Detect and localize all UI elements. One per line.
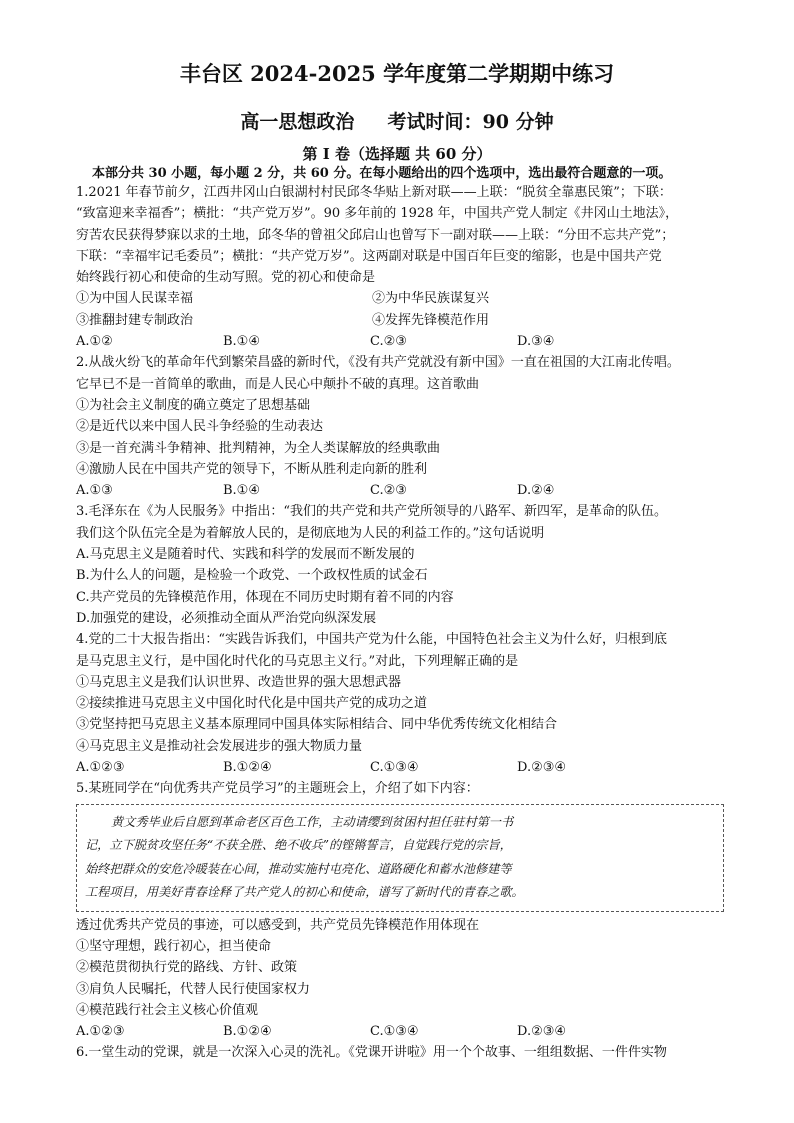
option-c[interactable]: C.共产党员的先锋模范作用，体现在不同历史时期有着不同的内容 xyxy=(76,589,454,605)
quote-line: 记，立下脱贫攻坚任务“不获全胜、绝不收兵”的铿锵誓言，自觉践行党的宗旨， xyxy=(85,838,512,853)
option-b[interactable]: B.①②④ xyxy=(223,760,272,776)
question-5 xyxy=(76,778,724,1042)
statement: ③党坚持把马克思主义基本原理同中国具体实际相结合、同中华优秀传统文化相结合 xyxy=(76,717,558,733)
option-d[interactable]: D.②③④ xyxy=(517,1024,567,1040)
question-6 xyxy=(76,1042,724,1063)
option-d[interactable]: D.②③④ xyxy=(517,760,567,776)
statement: ②为中华民族谋复兴 xyxy=(372,291,490,307)
option-d[interactable]: D.③④ xyxy=(517,334,555,350)
option-a[interactable]: A.①② xyxy=(76,334,113,350)
option-d[interactable]: D.②④ xyxy=(517,483,555,499)
option-d[interactable]: D.加强党的建设，必须推动全面从严治党向纵深发展 xyxy=(76,610,377,626)
statement: ①马克思主义是我们认识世界、改造世界的强大思想武器 xyxy=(76,674,402,690)
option-c[interactable]: C.①③④ xyxy=(370,760,419,776)
questions xyxy=(76,182,724,1064)
answer-options xyxy=(76,331,724,352)
subject-label: 高一思想政治 xyxy=(240,111,355,133)
question-text-line: 5.某班同学在“向优秀共产党员学习”的主题班会上，介绍了如下内容： xyxy=(76,781,479,797)
option-b[interactable]: B.①④ xyxy=(223,483,260,499)
question-text-line: 是马克思主义行，是中国化时代化的马克思主义行。”对此，下列理解正确的是 xyxy=(76,653,519,669)
option-a[interactable]: A.①②③ xyxy=(76,760,125,776)
statement: ②接续推进马克思主义中国化时代化是中国共产党的成功之道 xyxy=(76,696,428,712)
question-text-line: 1.2021 年春节前夕，江西井冈山白银湖村村民邱冬华贴上新对联——上联：“脱贫全靠惠民策”；下联： xyxy=(76,185,672,200)
instructions: 本部分共 30 小题，每小题 2 分，共 60 分。在每小题给出的四个选项中，选出最符合题意的一项。 xyxy=(92,166,672,181)
quote-line: 始终把群众的安危冷暖装在心间，推动实施村屯亮化、道路硬化和蓄水池修建等 xyxy=(85,861,512,876)
option-a[interactable]: A.马克思主义是随着时代、实践和科学的发展而不断发展的 xyxy=(76,547,415,563)
exam-time: 考试时间：90 分钟 xyxy=(387,111,554,133)
statement: ③是一首充满斗争精神、批判精神，为全人类谋解放的经典歌曲 xyxy=(76,440,441,456)
quote-line: 工程项目，用美好青春诠释了共产党人的初心和使命，谱写了新时代的青春之歌。 xyxy=(85,885,524,900)
answer-options xyxy=(76,1021,724,1042)
question-text-line: “致富迎来幸福香”；横批：“共产党万岁”。90 多年前的 1928 年，中国共产党人制定《井冈山土地法》， xyxy=(76,206,679,222)
option-c[interactable]: C.②③ xyxy=(370,334,407,350)
quote-line: 黄文秀毕业后自愿到革命老区百色工作，主动请缨到贫困村担任驻村第一书 xyxy=(111,814,514,829)
question-text-line: 它早已不是一首简单的歌曲，而是人民心中颠扑不破的真理。这首歌曲 xyxy=(76,376,480,392)
statement: ②是近代以来中国人民斗争经验的生动表达 xyxy=(76,419,324,435)
statement-row xyxy=(76,310,724,331)
option-b[interactable]: B.为什么人的问题，是检验一个政党、一个政权性质的试金石 xyxy=(76,568,428,584)
statement: ①为中国人民谋幸福 xyxy=(76,291,194,307)
exam-title: 丰台区 2024-2025 学年度第二学期期中练习 xyxy=(179,61,615,86)
exam-subtitle xyxy=(0,107,794,134)
question-2 xyxy=(76,352,724,501)
question-4 xyxy=(76,629,724,778)
option-a[interactable]: A.①③ xyxy=(76,483,113,499)
statement: ③推翻封建专制政治 xyxy=(76,312,194,328)
option-c[interactable]: C.①③④ xyxy=(370,1024,419,1040)
option-c[interactable]: C.②③ xyxy=(370,483,407,499)
statement: ①坚守理想，践行初心，担当使命 xyxy=(76,938,272,954)
statement: ④马克思主义是推动社会发展进步的强大物质力量 xyxy=(76,738,363,754)
option-b[interactable]: B.①②④ xyxy=(223,1024,272,1040)
question-text-line: 2.从战火纷飞的革命年代到繁荣昌盛的新时代，《没有共产党就没有新中国》一直在祖国的大江南北传唱。 xyxy=(76,355,680,371)
statement: ①为社会主义制度的确立奠定了思想基础 xyxy=(76,397,311,413)
statement-row xyxy=(76,288,724,309)
question-text-line: 我们这个队伍完全是为着解放人民的，是彻底地为人民的利益工作的。”这句话说明 xyxy=(76,525,545,541)
question-text-line: 6.一堂生动的党课，就是一次深入心灵的洗礼。《党课开讲啦》用一个个故事、一组组数据、一件件实物 xyxy=(76,1045,667,1061)
question-text-line: 透过优秀共产党员的事迹，可以感受到，共产党员先锋模范作用体现在 xyxy=(76,917,480,933)
statement: ③肩负人民嘱托，代替人民行使国家权力 xyxy=(76,981,311,997)
question-text-line: 4.党的二十大报告指出：“实践告诉我们，中国共产党为什么能，中国特色社会主义为什么好，归根到底 xyxy=(76,632,668,648)
option-a[interactable]: A.①②③ xyxy=(76,1024,125,1040)
question-1 xyxy=(76,182,724,352)
answer-options xyxy=(76,480,724,501)
question-text-line: 下联：“幸福牢记毛委员”；横批：“共产党万岁”。这两副对联是中国百年巨变的缩影，也是中国共产党 xyxy=(76,248,662,264)
answer-options xyxy=(76,757,724,778)
question-text-line: 穷苦农民获得梦寐以求的土地，邱冬华的曾祖父邱启山也曾写下一副对联——上联：“分田不忘共产党”； xyxy=(76,227,675,243)
statement: ④发挥先锋模范作用 xyxy=(372,312,490,328)
quote-box xyxy=(76,804,724,912)
statement: ④激励人民在中国共产党的领导下，不断从胜利走向新的胜利 xyxy=(76,461,428,477)
question-text-line: 3.毛泽东在《为人民服务》中指出：“我们的共产党和共产党所领导的八路军、新四军，是革命的队伍。 xyxy=(76,504,668,520)
question-text-line: 始终践行初心和使命的生动写照。党的初心和使命是 xyxy=(76,270,376,286)
statement: ④模范践行社会主义核心价值观 xyxy=(76,1002,259,1018)
question-3 xyxy=(76,501,724,629)
section-heading: 第 I 卷（选择题 共 60 分） xyxy=(302,145,492,163)
statement: ②模范贯彻执行党的路线、方针、政策 xyxy=(76,960,298,976)
option-b[interactable]: B.①④ xyxy=(223,334,260,350)
